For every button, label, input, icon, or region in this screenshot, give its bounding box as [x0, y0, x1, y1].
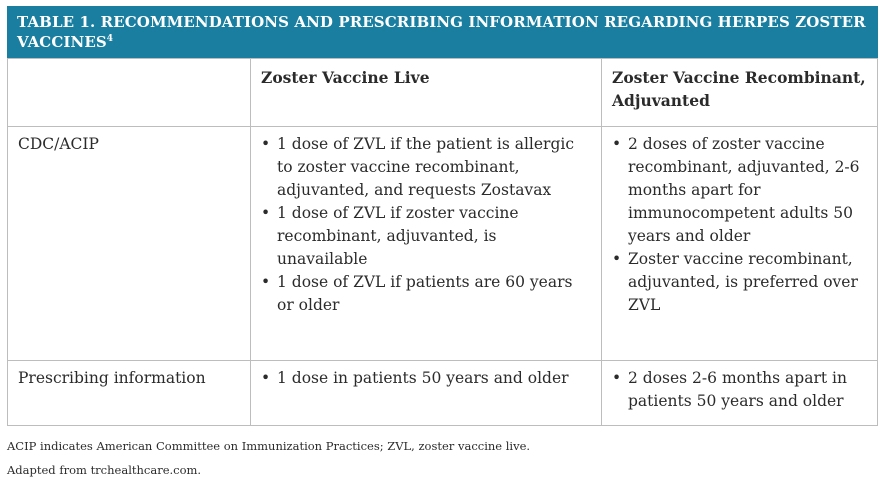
- cell-cdc-live: [251, 127, 602, 361]
- table-header-row: [8, 59, 878, 127]
- header-cell-empty: [8, 59, 251, 127]
- list-item: • Zoster vaccine recombinant, adjuvanted, is preferred over ZVL: [612, 248, 867, 317]
- row-label-cdc-acip: CDC/ACIP: [8, 127, 251, 361]
- header-cell-live: Zoster Vaccine Live: [251, 59, 602, 127]
- table-row: [8, 127, 878, 361]
- recommendations-table: [7, 58, 878, 426]
- abbreviations-note: ACIP indicates American Committee on Immunization Practices; ZVL, zoster vaccine live.: [7, 439, 531, 453]
- table-title-bar: [7, 6, 878, 58]
- source-note: Adapted from trchealthcare.com.: [7, 463, 202, 477]
- list-item: • 1 dose in patients 50 years and older: [261, 367, 591, 390]
- list-item: • 1 dose of ZVL if zoster vaccine recombinant, adjuvanted, is unavailable: [261, 202, 591, 271]
- table-title: TABLE 1. RECOMMENDATIONS AND PRESCRIBING INFORMATION REGARDING HERPES ZOSTER VACCINES: [17, 13, 866, 51]
- row-label-prescribing-information: Prescribing information: [8, 361, 251, 426]
- list-item: • 2 doses 2-6 months apart in patients 50 years and older: [612, 367, 867, 413]
- header-cell-recombinant: Zoster Vaccine Recombinant, Adjuvanted: [602, 59, 878, 127]
- bullet-list: [261, 367, 591, 390]
- bullet-list: [261, 133, 591, 317]
- cell-cdc-recombinant: [602, 127, 878, 361]
- list-item: • 1 dose of ZVL if the patient is allergic to zoster vaccine recombinant, adjuvanted, and requests Zostavax: [261, 133, 591, 202]
- document-page: [7, 6, 878, 486]
- bullet-list: [612, 367, 867, 413]
- cell-prescribing-recombinant: [602, 361, 878, 426]
- list-item: • 2 doses of zoster vaccine recombinant, adjuvanted, 2-6 months apart for immunocompetent adults 50 years and older: [612, 133, 867, 248]
- bullet-list: [612, 133, 867, 317]
- table-row: [8, 361, 878, 426]
- list-item: • 1 dose of ZVL if patients are 60 years or older: [261, 271, 591, 317]
- cell-prescribing-live: [251, 361, 602, 426]
- table-footnotes: [7, 438, 878, 478]
- table-title-reference: 4: [106, 34, 114, 44]
